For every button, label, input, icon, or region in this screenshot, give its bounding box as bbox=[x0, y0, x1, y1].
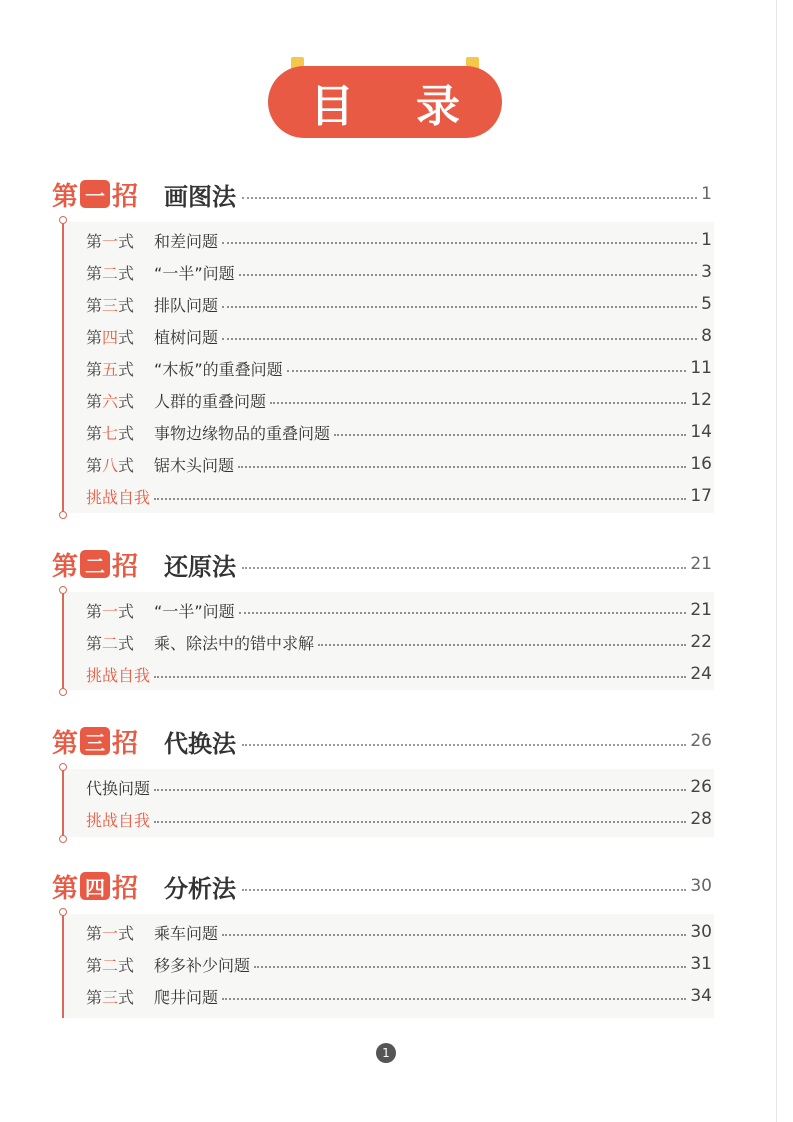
chapter-suffix: 招 bbox=[112, 728, 139, 759]
entry-number: 五 bbox=[102, 359, 119, 379]
entry-prefix: 第 bbox=[86, 923, 103, 943]
dot-leader bbox=[242, 889, 686, 891]
page-number-badge: 1 bbox=[376, 1043, 396, 1063]
challenge-label: 挑战自我 bbox=[86, 487, 151, 507]
entry-suffix: 式 bbox=[118, 231, 135, 251]
entry-page: 22 bbox=[690, 632, 712, 652]
toc-entry[interactable] bbox=[86, 918, 712, 946]
challenge-label: 挑战自我 bbox=[86, 810, 151, 830]
entry-page: 31 bbox=[690, 954, 712, 974]
entry-number: 二 bbox=[102, 263, 119, 283]
toc-entry[interactable] bbox=[86, 450, 712, 478]
entry-page: 5 bbox=[701, 294, 712, 314]
entry-suffix: 式 bbox=[118, 633, 135, 653]
entry-prefix: 第 bbox=[86, 601, 103, 621]
dot-leader bbox=[154, 676, 686, 678]
dot-leader bbox=[270, 402, 686, 404]
entry-number: 一 bbox=[102, 923, 119, 943]
entry-number: 一 bbox=[102, 231, 119, 251]
entry-prefix: 第 bbox=[86, 327, 103, 347]
entry-suffix: 式 bbox=[118, 263, 135, 283]
chapter-suffix: 招 bbox=[112, 873, 139, 904]
entry-prefix: 第 bbox=[86, 633, 103, 653]
challenge-label: 挑战自我 bbox=[86, 665, 151, 685]
chapter-title: 还原法 bbox=[164, 552, 237, 581]
entry-title: 乘车问题 bbox=[154, 923, 219, 943]
entry-number: 八 bbox=[102, 455, 119, 475]
chapter-page: 30 bbox=[690, 876, 712, 896]
entry-title: “木板”的重叠问题 bbox=[154, 359, 283, 379]
dot-leader bbox=[254, 966, 686, 968]
chapter-title: 代换法 bbox=[164, 729, 237, 758]
chapter-prefix: 第 bbox=[52, 728, 79, 759]
entry-page: 16 bbox=[690, 454, 712, 474]
entry-title: 代换问题 bbox=[86, 778, 151, 798]
entry-page: 14 bbox=[690, 422, 712, 442]
toc-entry[interactable] bbox=[86, 354, 712, 382]
chapter-heading[interactable] bbox=[52, 547, 712, 581]
entry-page: 17 bbox=[690, 486, 712, 506]
toc-entry[interactable] bbox=[86, 226, 712, 254]
dot-leader bbox=[222, 306, 697, 308]
entry-suffix: 式 bbox=[118, 987, 135, 1007]
entry-number: 三 bbox=[102, 295, 119, 315]
entry-number: 一 bbox=[102, 601, 119, 621]
toc-entry[interactable] bbox=[86, 950, 712, 978]
entry-title: 人群的重叠问题 bbox=[154, 391, 267, 411]
toc-entry[interactable] bbox=[86, 773, 712, 801]
entry-page: 3 bbox=[701, 262, 712, 282]
dot-leader bbox=[222, 998, 686, 1000]
chapter-number-badge: 四 bbox=[80, 872, 110, 900]
chapter-page: 1 bbox=[701, 184, 712, 204]
chapter-heading[interactable] bbox=[52, 869, 712, 903]
entry-number: 二 bbox=[102, 955, 119, 975]
toc-entry[interactable] bbox=[86, 596, 712, 624]
chapter-page: 21 bbox=[690, 554, 712, 574]
toc-entry[interactable] bbox=[86, 258, 712, 286]
dot-leader bbox=[334, 434, 686, 436]
entry-prefix: 第 bbox=[86, 295, 103, 315]
toc-entry[interactable] bbox=[86, 322, 712, 350]
entry-title: 爬井问题 bbox=[154, 987, 219, 1007]
dot-leader bbox=[222, 934, 686, 936]
title-char-1: 目 bbox=[310, 81, 354, 132]
entry-number: 四 bbox=[102, 327, 119, 347]
dot-leader bbox=[242, 567, 686, 569]
entry-suffix: 式 bbox=[118, 455, 135, 475]
entry-title: 植树问题 bbox=[154, 327, 219, 347]
entry-suffix: 式 bbox=[118, 391, 135, 411]
dot-leader bbox=[154, 789, 686, 791]
entry-page: 1 bbox=[701, 230, 712, 250]
entry-title: 和差问题 bbox=[154, 231, 219, 251]
chapter-suffix: 招 bbox=[112, 181, 139, 212]
toc-entry[interactable] bbox=[86, 290, 712, 318]
entry-prefix: 第 bbox=[86, 263, 103, 283]
chapter-prefix: 第 bbox=[52, 551, 79, 582]
dot-leader bbox=[287, 370, 687, 372]
entry-title: 乘、除法中的错中求解 bbox=[154, 633, 315, 653]
entry-page: 30 bbox=[690, 922, 712, 942]
entry-number: 二 bbox=[102, 633, 119, 653]
entry-prefix: 第 bbox=[86, 391, 103, 411]
dot-leader bbox=[222, 242, 697, 244]
dot-leader bbox=[318, 644, 686, 646]
chapter-prefix: 第 bbox=[52, 873, 79, 904]
entry-title: 锯木头问题 bbox=[154, 455, 235, 475]
entry-prefix: 第 bbox=[86, 455, 103, 475]
entry-page: 28 bbox=[690, 809, 712, 829]
chapter-suffix: 招 bbox=[112, 551, 139, 582]
entry-number: 三 bbox=[102, 987, 119, 1007]
entry-page: 26 bbox=[690, 777, 712, 797]
title-char-2: 录 bbox=[416, 81, 460, 132]
entry-page: 12 bbox=[690, 390, 712, 410]
dot-leader bbox=[242, 197, 697, 199]
dot-leader bbox=[238, 466, 686, 468]
entry-prefix: 第 bbox=[86, 231, 103, 251]
chapter-title: 画图法 bbox=[164, 182, 237, 211]
entry-prefix: 第 bbox=[86, 359, 103, 379]
dot-leader bbox=[239, 274, 698, 276]
toc-entry[interactable] bbox=[86, 982, 712, 1010]
chapter-number-badge: 二 bbox=[80, 550, 110, 578]
entry-page: 8 bbox=[701, 326, 712, 346]
toc-entry-challenge[interactable] bbox=[86, 805, 712, 833]
entry-title: 排队问题 bbox=[154, 295, 219, 315]
dot-leader bbox=[239, 612, 687, 614]
entry-prefix: 第 bbox=[86, 955, 103, 975]
toc-entry[interactable] bbox=[86, 386, 712, 414]
entry-title: 事物边缘物品的重叠问题 bbox=[154, 423, 331, 443]
toc-entry[interactable] bbox=[86, 418, 712, 446]
dot-leader bbox=[242, 744, 686, 746]
toc-entry-challenge[interactable] bbox=[86, 482, 712, 510]
chapter-title: 分析法 bbox=[164, 874, 237, 903]
entry-suffix: 式 bbox=[118, 327, 135, 347]
chapter-heading[interactable] bbox=[52, 724, 712, 758]
entry-prefix: 第 bbox=[86, 423, 103, 443]
entry-title: 移多补少问题 bbox=[154, 955, 251, 975]
chapter-heading[interactable] bbox=[52, 177, 712, 211]
chapter-number-badge: 一 bbox=[80, 180, 110, 208]
chapter-number-badge: 三 bbox=[80, 727, 110, 755]
entry-page: 34 bbox=[690, 986, 712, 1006]
toc-title bbox=[268, 66, 502, 138]
chapter-page: 26 bbox=[690, 731, 712, 751]
dot-leader bbox=[222, 338, 697, 340]
entry-page: 24 bbox=[690, 664, 712, 684]
entry-number: 六 bbox=[102, 391, 119, 411]
chapter-prefix: 第 bbox=[52, 181, 79, 212]
entry-suffix: 式 bbox=[118, 359, 135, 379]
entry-suffix: 式 bbox=[118, 423, 135, 443]
entry-suffix: 式 bbox=[118, 295, 135, 315]
entry-suffix: 式 bbox=[118, 601, 135, 621]
entry-page: 21 bbox=[690, 600, 712, 620]
entry-number: 七 bbox=[102, 423, 119, 443]
entry-prefix: 第 bbox=[86, 987, 103, 1007]
entry-suffix: 式 bbox=[118, 923, 135, 943]
entry-title: “一半”问题 bbox=[154, 601, 235, 621]
dot-leader bbox=[154, 821, 686, 823]
toc-entry-challenge[interactable] bbox=[86, 660, 712, 688]
toc-entry[interactable] bbox=[86, 628, 712, 656]
entry-page: 11 bbox=[690, 358, 712, 378]
dot-leader bbox=[154, 498, 686, 500]
entry-suffix: 式 bbox=[118, 955, 135, 975]
entry-title: “一半”问题 bbox=[154, 263, 235, 283]
